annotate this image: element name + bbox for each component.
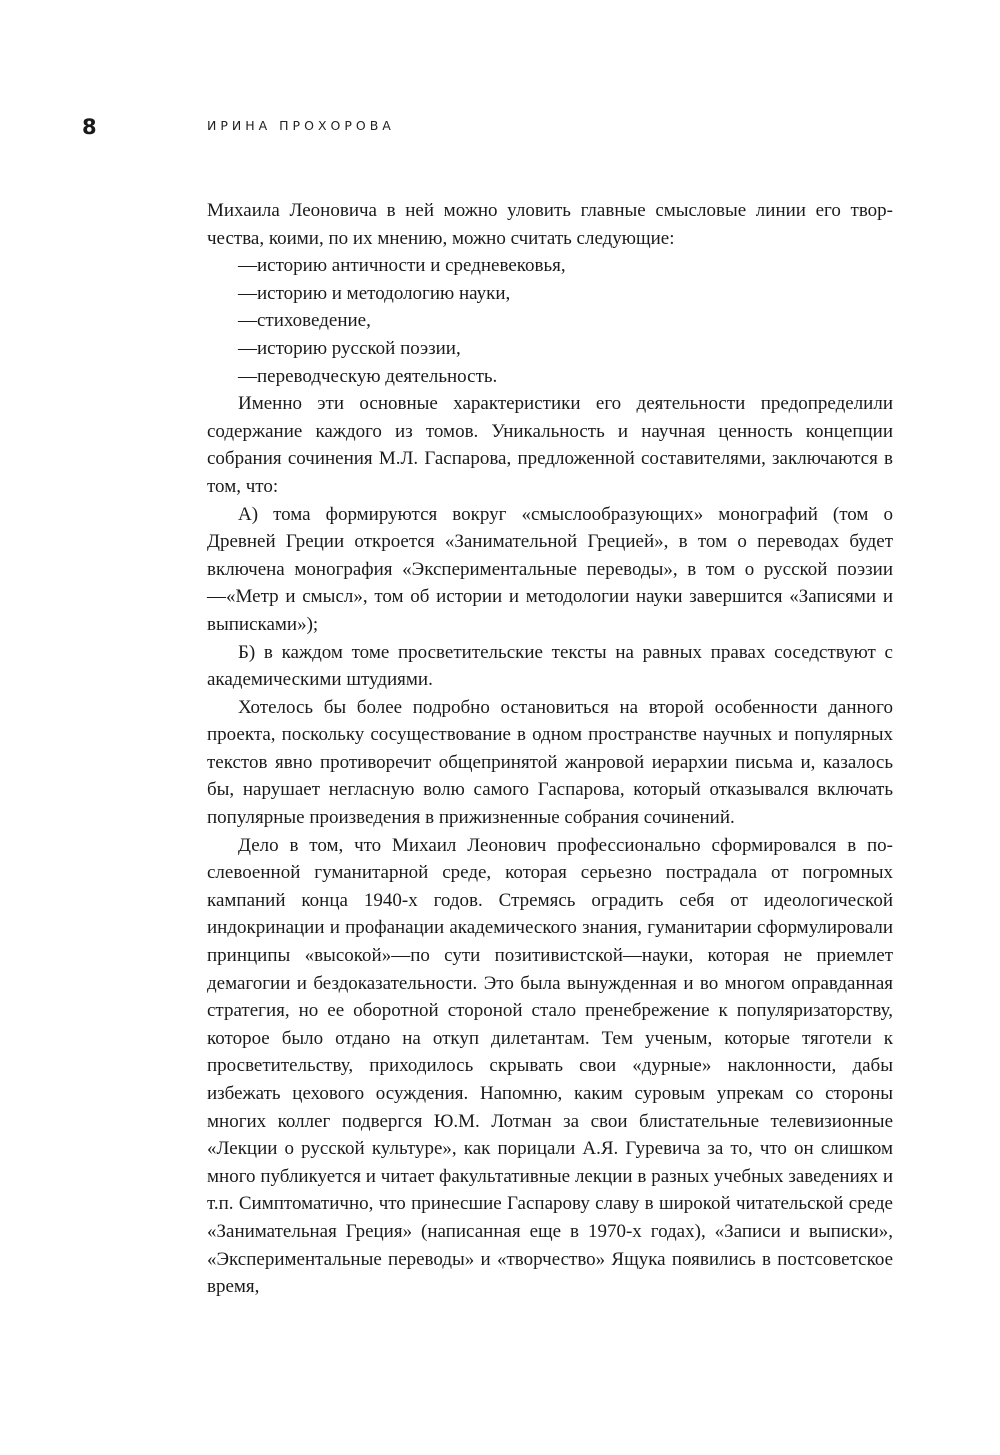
list-item: —переводческую деятельность. <box>238 365 498 387</box>
running-head: ИРИНА ПРОХОРОВА <box>207 118 395 133</box>
paragraph: Хотелось бы более подробно остановиться на второй особенности данного проекта, поскольку сосуществование в одном пространстве научных и популярных текстов явно противоречит общепринятой жанровой иерархии письма и, казалось бы, нарушает негласную волю самого Гаспарова, который отказывался включать популярные произведения в прижизненные собрания сочинений. <box>207 696 893 829</box>
paragraph: Именно эти основные характеристики его деятельности предопределили содержание каждого из томов. Уникальность и научная ценность концепции собрания сочинения М.Л. Гаспарова, предложенной составителями, заключаются в том, что: <box>207 393 893 497</box>
page-number: 8 <box>82 115 98 139</box>
paragraph: А) тома формируются вокруг «смыслообразующих» монографий (том о Древней Греции откроется «Занимательной Грецией», в том о переводах будет включена монография «Экспериментальные переводы», в том о русской поэзии—«Метр и смысл», том об истории и методологии науки завершится «Записями и выписками»); <box>207 503 893 635</box>
list-item: —историю и методологию науки, <box>238 282 511 304</box>
paragraph: Дело в том, что Михаил Леонович профессионально сформировался в послевоенной гуманитарной среде, которая серьезно пострадала от погромных кампаний конца 1940-х годов. Стремясь оградить себя от идеологической индокринации и профанации академического знания, гуманитарии сформулировали принципы «высокой»—по сути позитивистской—науки, которая не приемлет демагогии и бездоказательности. Это была вынужденная и во многом оправданная стратегия, но ее оборотной стороной стало пренебрежение к популяризаторству, которое было отдано на откуп дилетантам. Тем ученым, которые тяготели к просветительству, приходилось скрывать свои «дурные» наклонности, дабы избежать цехового осуждения. Напомню, каким суровым упрекам со стороны многих коллег подвергся Ю.М. Лотман за свои блистательные телевизионные «Лекции о русской культуре», как порицали А.Я. Гуревича за то, что он слишком много публикуется и читает факультативные лекции в разных учебных заведениях и т.п. Симптоматично, что принесшие Гаспарову славу в широкой читательской среде «Занимательная Греция» (написанная еще в 1970-х годах), «Записи и выписки», «Экспериментальные переводы» и «творчество» Ящука появились в постсоветское время, <box>207 834 893 1298</box>
list-item: —стиховедение, <box>238 310 371 332</box>
paragraph: Б) в каждом томе просветительские тексты на равных правах соседствуют с академическими штудиями. <box>207 641 893 691</box>
list-item: —историю русской поэзии, <box>238 337 461 359</box>
body-text <box>207 197 893 1301</box>
paragraph: Михаила Леоновича в ней можно уловить главные смысловые линии его творчества, коими, по их мнению, можно считать следующие: <box>207 200 893 249</box>
list-item: —историю античности и средневековья, <box>238 255 566 277</box>
